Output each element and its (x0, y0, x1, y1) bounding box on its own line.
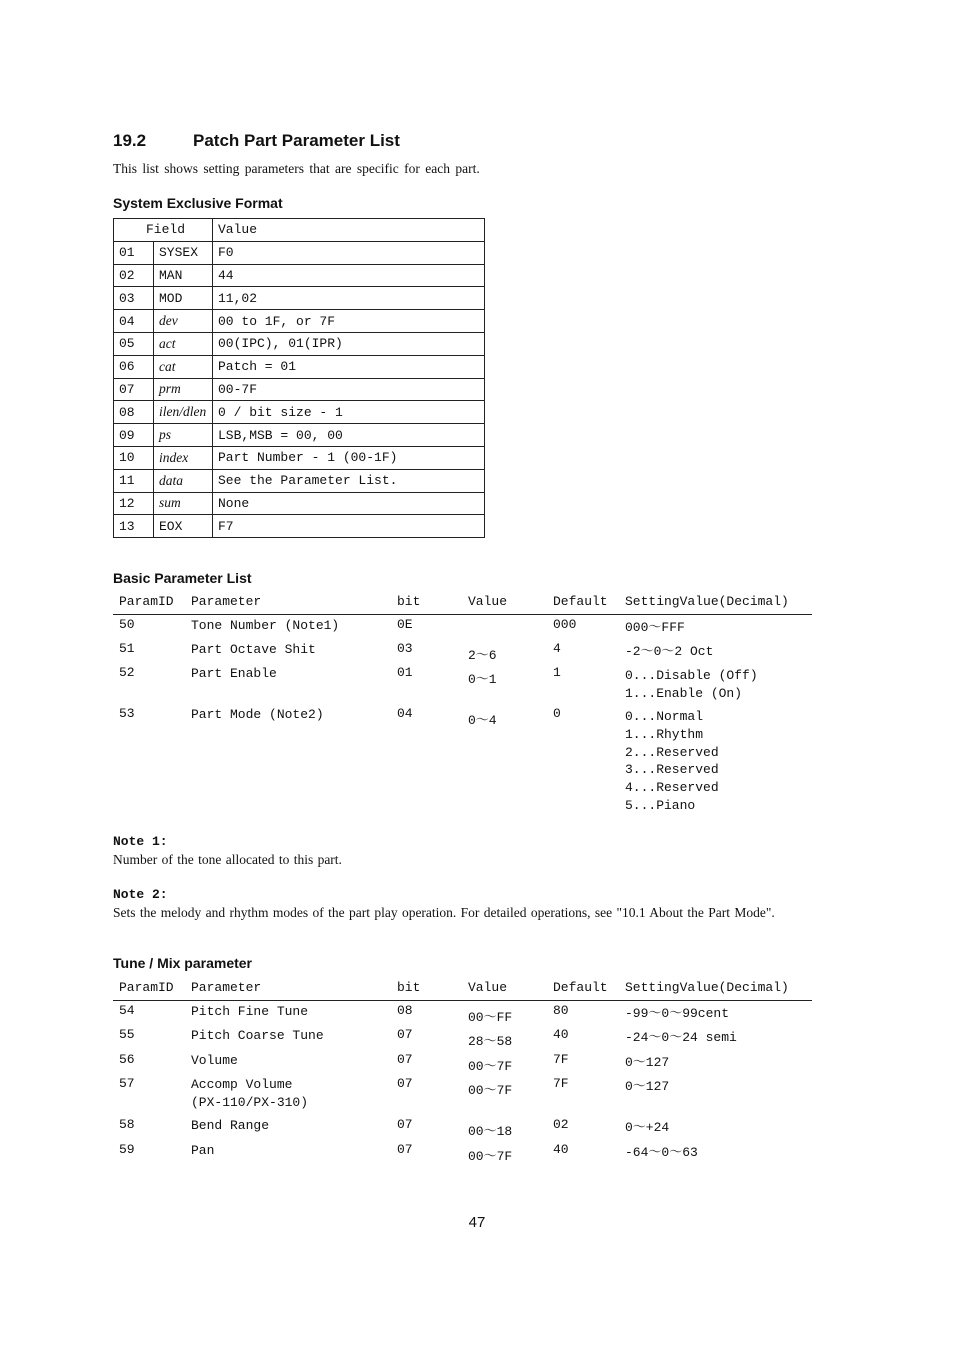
param-default: 4 (553, 641, 561, 656)
param-value-range: 0～4 (468, 713, 497, 728)
sysex-field-name: prm (154, 378, 213, 401)
parameter-row (113, 1115, 812, 1140)
note-1-text: Number of the tone allocated to this part. (113, 852, 342, 867)
sysex-field-name: EOX (154, 515, 213, 538)
param-setting (625, 643, 713, 661)
param-bit: 03 (397, 641, 413, 656)
sysex-field-value: 0 / bit size - 1 (213, 401, 485, 424)
col-setting: SettingValue(Decimal) (625, 594, 789, 609)
param-default: 7F (553, 1076, 569, 1091)
param-name (191, 1142, 214, 1160)
sysex-field-value: 00 to 1F, or 7F (213, 310, 485, 333)
page-number: 47 (468, 1214, 486, 1231)
col-bit: bit (397, 594, 421, 609)
param-value-range: 00～FF (468, 1010, 513, 1025)
sysex-field-name: cat (154, 355, 213, 378)
param-name (191, 641, 316, 659)
param-id: 52 (119, 665, 135, 680)
sysex-field-name: act (154, 332, 213, 355)
sysex-field-name: index (154, 446, 213, 469)
param-setting (625, 1029, 737, 1047)
param-name (191, 665, 277, 683)
sysex-row (114, 401, 485, 424)
col-setting: SettingValue(Decimal) (625, 980, 789, 995)
sysex-row (114, 310, 485, 333)
parameter-row (113, 639, 812, 663)
sysex-field-value: None (213, 492, 485, 515)
sysex-field-value: Part Number - 1 (00-1F) (213, 446, 485, 469)
sysex-field-name: MOD (154, 287, 213, 310)
sysex-row-number: 10 (114, 446, 154, 469)
sysex-row (114, 424, 485, 447)
param-name-line: Part Octave Shit (191, 642, 316, 657)
param-name (191, 617, 339, 635)
param-name (191, 1117, 269, 1135)
param-setting-line: 0～+24 (625, 1120, 670, 1135)
param-bit: 01 (397, 665, 413, 680)
param-default: 1 (553, 665, 561, 680)
sysex-row (114, 378, 485, 401)
param-name-line: Tone Number (Note1) (191, 618, 340, 633)
intro-text: This list shows setting parameters that are specific for each part. (113, 161, 480, 176)
param-value-range: 00～18 (468, 1124, 513, 1139)
param-setting (625, 1054, 669, 1072)
param-name (191, 1027, 324, 1045)
sysex-field-value: LSB,MSB = 00, 00 (213, 424, 485, 447)
col-value: Value (468, 980, 508, 995)
parameter-row (113, 1025, 812, 1050)
sysex-format-table (113, 218, 485, 538)
parameter-row (113, 1074, 812, 1115)
param-setting-line: 0...Disable (Off) (625, 668, 758, 683)
param-name (191, 1076, 308, 1112)
param-name (191, 1003, 308, 1021)
basic-parameter-list (113, 592, 812, 814)
sysex-header-row (114, 219, 485, 242)
param-setting-line: -2～0～2 Oct (625, 644, 714, 659)
param-setting (625, 708, 719, 815)
param-setting (625, 619, 685, 637)
sysex-row-number: 08 (114, 401, 154, 424)
param-bit: 07 (397, 1117, 413, 1132)
param-setting (625, 1078, 669, 1096)
param-bit: 07 (397, 1027, 413, 1042)
sysex-row-number: 06 (114, 355, 154, 378)
param-name-line: Accomp Volume (191, 1077, 293, 1092)
param-name-line: Pan (191, 1143, 215, 1158)
param-name-line: (PX-110/PX-310) (191, 1094, 309, 1110)
tune-mix-parameter-list (113, 978, 812, 1165)
col-paramid: ParamID (119, 594, 174, 609)
param-setting-line: -99～0～99cent (625, 1006, 730, 1021)
sysex-field-name: ps (154, 424, 213, 447)
param-default: 000 (553, 617, 577, 632)
param-setting-line: 0...Normal (625, 709, 704, 724)
sysex-row-number: 02 (114, 264, 154, 287)
sysex-row-number: 07 (114, 378, 154, 401)
param-value-range: 28～58 (468, 1034, 513, 1049)
sysex-field-value: Patch = 01 (213, 355, 485, 378)
sysex-row (114, 241, 485, 264)
sysex-row-number: 04 (114, 310, 154, 333)
col-parameter: Parameter (191, 594, 262, 609)
sysex-row-number: 13 (114, 515, 154, 538)
param-name-line: Pitch Coarse Tune (191, 1028, 324, 1043)
sysex-header-value: Value (213, 219, 485, 242)
param-id: 59 (119, 1142, 135, 1157)
col-bit: bit (397, 980, 421, 995)
sysex-row (114, 355, 485, 378)
sysex-row-number: 12 (114, 492, 154, 515)
note-2-label: Note 2: (113, 887, 168, 902)
param-default: 80 (553, 1003, 569, 1018)
note-1-label: Note 1: (113, 834, 168, 849)
param-bit: 07 (397, 1076, 413, 1091)
col-default: Default (553, 980, 608, 995)
parameter-row (113, 615, 812, 639)
param-default: 02 (553, 1117, 569, 1132)
sysex-field-value: 11,02 (213, 287, 485, 310)
param-id: 58 (119, 1117, 135, 1132)
param-bit: 08 (397, 1003, 413, 1018)
tune-header-row (113, 978, 812, 1001)
sysex-row-number: 09 (114, 424, 154, 447)
param-setting (625, 1144, 698, 1162)
param-id: 56 (119, 1052, 135, 1067)
sysex-row (114, 287, 485, 310)
section-title: Patch Part Parameter List (193, 131, 400, 150)
sysex-field-name: ilen/dlen (154, 401, 213, 424)
param-setting (625, 1005, 729, 1023)
basic-heading: Basic Parameter List (113, 570, 252, 586)
param-default: 7F (553, 1052, 569, 1067)
param-value-range: 00～7F (468, 1059, 513, 1074)
param-id: 54 (119, 1003, 135, 1018)
param-bit: 04 (397, 706, 413, 721)
basic-header-row (113, 592, 812, 615)
param-setting-line: 0～127 (625, 1055, 670, 1070)
param-setting-line: 4...Reserved (625, 780, 719, 796)
sysex-field-name: sum (154, 492, 213, 515)
sysex-row (114, 264, 485, 287)
param-setting-line: 3...Reserved (625, 762, 719, 778)
param-setting-line: 0～127 (625, 1079, 670, 1094)
param-name-line: Part Enable (191, 666, 277, 681)
param-id: 51 (119, 641, 135, 656)
col-default: Default (553, 594, 608, 609)
tune-heading: Tune / Mix parameter (113, 955, 253, 971)
param-value-range: 2～6 (468, 648, 497, 663)
sysex-field-value: See the Parameter List. (213, 469, 485, 492)
param-bit: 07 (397, 1142, 413, 1157)
parameter-row (113, 1050, 812, 1074)
param-bit: 07 (397, 1052, 413, 1067)
sysex-row (114, 515, 485, 538)
param-setting-line: 1...Rhythm (625, 726, 704, 742)
sysex-row-number: 11 (114, 469, 154, 492)
param-id: 53 (119, 706, 135, 721)
param-setting-line: 5...Piano (625, 797, 696, 813)
sysex-header-field: Field (114, 219, 213, 242)
sysex-field-value: F7 (213, 515, 485, 538)
param-name-line: Part Mode (Note2) (191, 707, 324, 722)
param-value-range: 00～7F (468, 1149, 513, 1164)
param-value-range: 0～1 (468, 672, 497, 687)
sysex-row-number: 03 (114, 287, 154, 310)
param-id: 55 (119, 1027, 135, 1042)
param-setting-line: -64～0～63 (625, 1145, 698, 1160)
param-default: 40 (553, 1027, 569, 1042)
sysex-row (114, 446, 485, 469)
param-id: 50 (119, 617, 135, 632)
param-default: 40 (553, 1142, 569, 1157)
sysex-field-value: 00-7F (213, 378, 485, 401)
param-name (191, 706, 324, 724)
param-setting-line: 1...Enable (On) (625, 685, 743, 701)
sysex-field-value: 00(IPC), 01(IPR) (213, 332, 485, 355)
param-setting (625, 1119, 669, 1137)
note-2-text: Sets the melody and rhythm modes of the part play operation. For detailed operations, see "10.1 About the Part Mode". (113, 905, 775, 920)
param-setting-line: 2...Reserved (625, 744, 719, 760)
parameter-row (113, 1001, 812, 1025)
sysex-heading: System Exclusive Format (113, 195, 283, 211)
sysex-row (114, 492, 485, 515)
col-paramid: ParamID (119, 980, 174, 995)
param-name (191, 1052, 238, 1070)
parameter-row (113, 663, 812, 704)
col-parameter: Parameter (191, 980, 262, 995)
param-value-range: 00～7F (468, 1083, 513, 1098)
sysex-field-name: dev (154, 310, 213, 333)
sysex-field-name: data (154, 469, 213, 492)
parameter-row (113, 704, 812, 814)
section-number: 19.2 (113, 131, 147, 150)
section-heading (113, 131, 400, 151)
param-setting-line: 000～FFF (625, 620, 685, 635)
sysex-field-value: 44 (213, 264, 485, 287)
param-setting (625, 667, 758, 703)
sysex-field-name: SYSEX (154, 241, 213, 264)
param-name-line: Pitch Fine Tune (191, 1004, 309, 1019)
sysex-row-number: 05 (114, 332, 154, 355)
sysex-row-number: 01 (114, 241, 154, 264)
sysex-field-name: MAN (154, 264, 213, 287)
col-value: Value (468, 594, 508, 609)
param-name-line: Bend Range (191, 1118, 270, 1133)
param-name-line: Volume (191, 1053, 238, 1068)
sysex-row (114, 332, 485, 355)
sysex-field-value: F0 (213, 241, 485, 264)
param-bit: 0E (397, 617, 413, 632)
param-setting-line: -24～0～24 semi (625, 1030, 737, 1045)
param-id: 57 (119, 1076, 135, 1091)
parameter-row (113, 1140, 812, 1165)
param-default: 0 (553, 706, 561, 721)
sysex-row (114, 469, 485, 492)
